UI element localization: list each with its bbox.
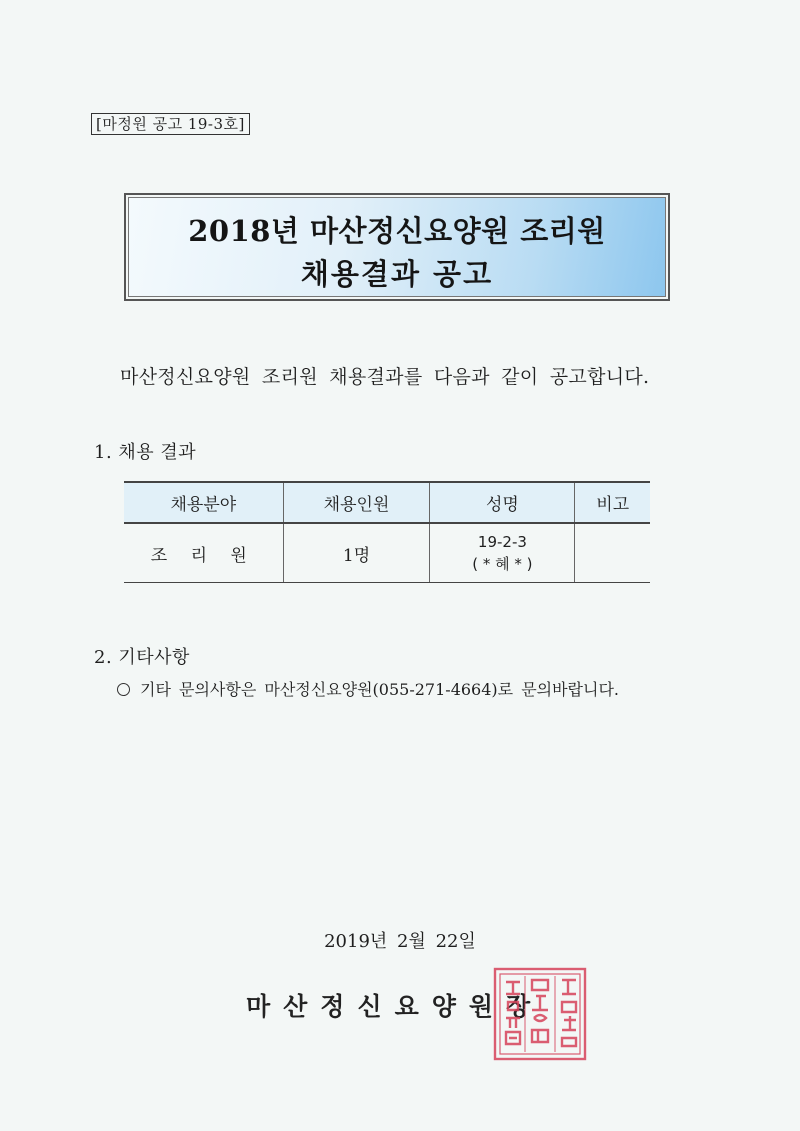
section-1-heading: 1. 채용 결과 xyxy=(94,442,197,463)
title-line-1: 2018년 마산정신요양원 조리원 xyxy=(188,214,606,248)
intro-text: 마산정신요양원 조리원 채용결과를 다음과 같이 공고합니다. xyxy=(120,366,650,388)
result-table xyxy=(124,481,650,583)
header-count: 채용인원 xyxy=(283,482,430,523)
notice-number: [마정원 공고 19-3호] xyxy=(91,113,250,135)
cell-name xyxy=(430,523,575,583)
title-box xyxy=(124,193,670,301)
name-masked: ( * 혜 * ) xyxy=(472,555,533,573)
header-field: 채용분야 xyxy=(124,482,283,523)
field-value: 조 리 원 xyxy=(150,545,256,566)
cell-note xyxy=(575,523,650,583)
notice-date: 2019년 2월 22일 xyxy=(324,931,476,952)
table-header-row xyxy=(124,482,650,523)
contact-text: 기타 문의사항은 마산정신요양원(055-271-4664)로 문의바랍니다. xyxy=(140,680,620,699)
cell-field xyxy=(124,523,283,583)
contact-item xyxy=(117,677,619,700)
name-code: 19-2-3 xyxy=(477,533,527,551)
section-2-heading: 2. 기타사항 xyxy=(94,647,190,668)
circle-bullet-icon xyxy=(117,683,130,696)
header-name: 성명 xyxy=(430,482,575,523)
title-line-2: 채용결과 공고 xyxy=(300,257,494,291)
issuer-name: 마산정신요양원장 xyxy=(246,992,544,1021)
header-note: 비고 xyxy=(575,482,650,523)
table-row xyxy=(124,523,650,583)
official-seal-icon xyxy=(492,966,588,1062)
cell-count: 1명 xyxy=(283,523,430,583)
